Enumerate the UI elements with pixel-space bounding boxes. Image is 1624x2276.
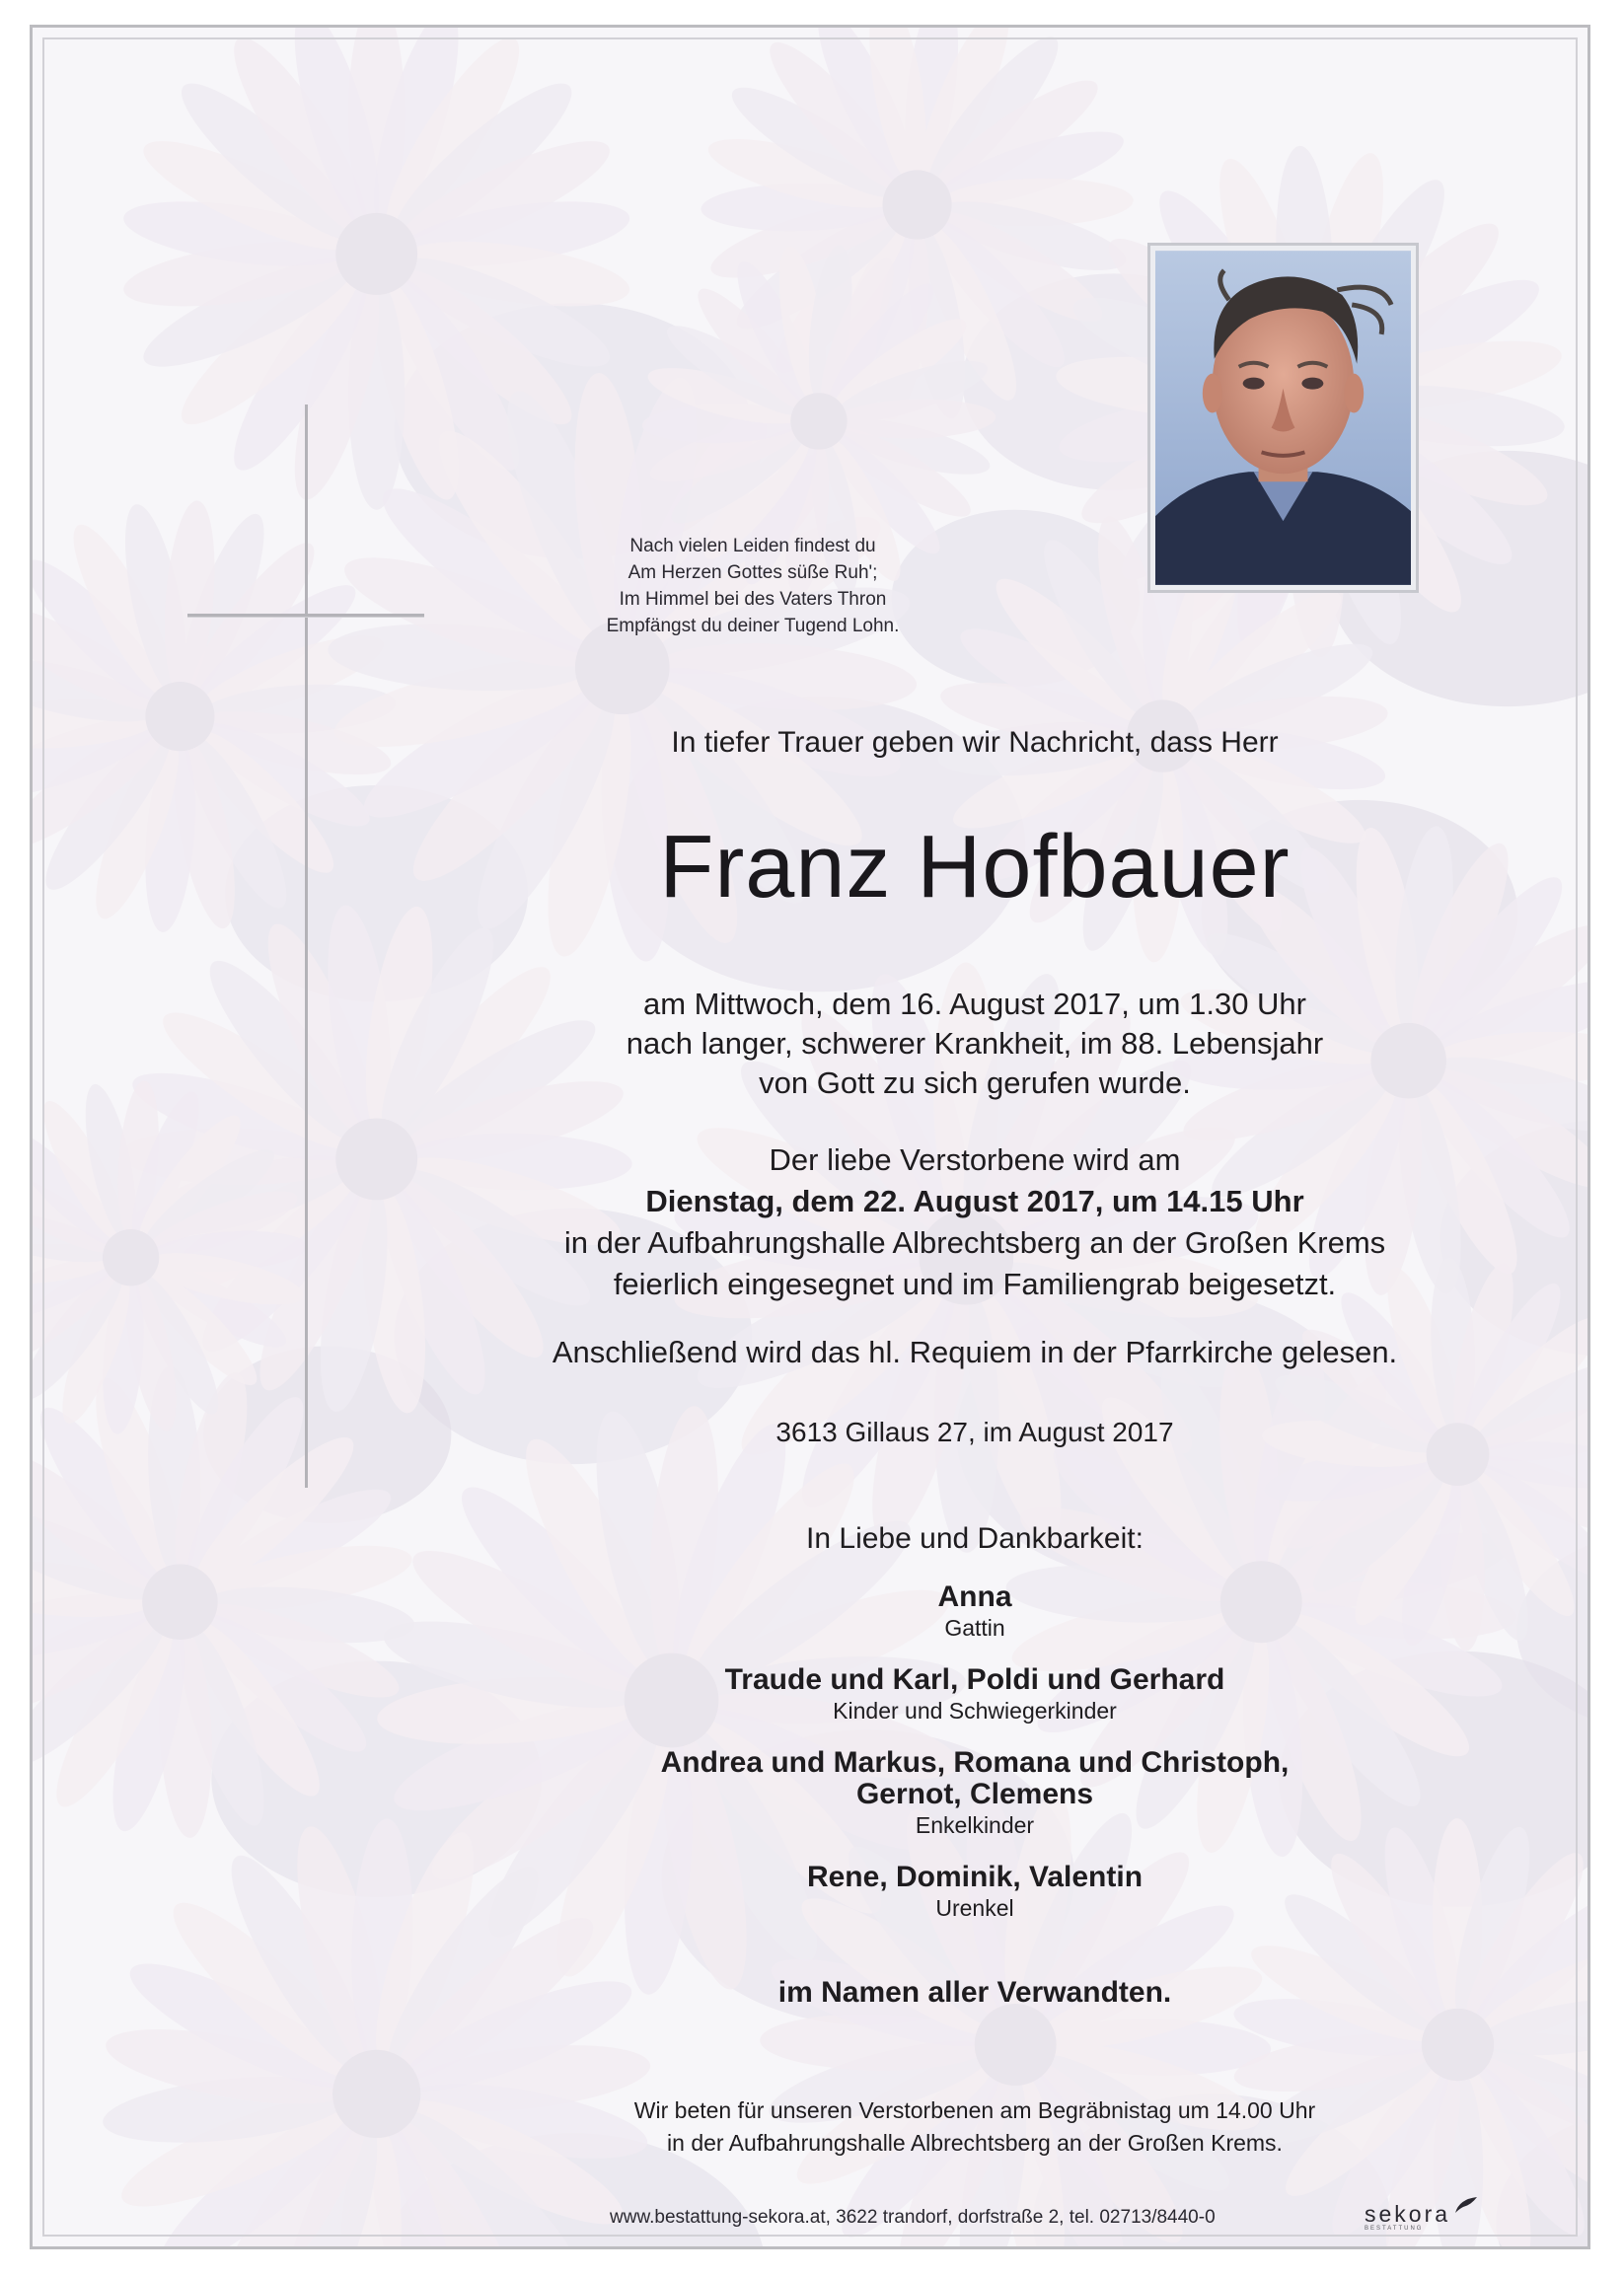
- mourner-relation: Kinder und Schwiegerkinder: [833, 1698, 1117, 1724]
- death-notice: [447, 985, 1503, 1103]
- mourner-names: Gernot, Clemens: [855, 1778, 1094, 1810]
- mourner-names: Traude und Karl, Poldi und Gerhard: [724, 1663, 1225, 1696]
- mourner-names: Andrea und Markus, Romana und Christoph,: [660, 1746, 1290, 1779]
- funeral-notice: [447, 1139, 1503, 1305]
- intro-text: In tiefer Trauer geben wir Nachricht, dass Herr: [671, 726, 1279, 759]
- portrait-icon: [1155, 251, 1411, 585]
- poem-line: Nach vielen Leiden findest du: [629, 536, 876, 556]
- mourner-names: Anna: [937, 1580, 1012, 1613]
- cross-vertical-bar: [305, 404, 308, 1488]
- funeral-line: Der liebe Verstorbene wird am: [769, 1142, 1181, 1177]
- sekora-logo: [1365, 2201, 1450, 2232]
- cross-horizontal-bar: [187, 614, 424, 617]
- mourner-names: Rene, Dominik, Valentin: [806, 1861, 1144, 1893]
- logo-text: sekora: [1365, 2201, 1451, 2227]
- mourner-group: [447, 1581, 1503, 1643]
- mourners-list: [447, 1581, 1503, 1945]
- death-line: nach langer, schwerer Krankheit, im 88. Lebensjahr: [626, 1026, 1324, 1061]
- mourner-relation: Enkelkinder: [915, 1812, 1035, 1838]
- poem-line: Im Himmel bei des Vaters Thron: [619, 589, 887, 610]
- mourner-group: [447, 1747, 1503, 1840]
- deceased-name: Franz Hofbauer: [659, 818, 1291, 917]
- leaf-icon: [1453, 2195, 1479, 2215]
- portrait-photo: [1147, 243, 1419, 593]
- mourner-relation: Urenkel: [935, 1895, 1014, 1921]
- death-line: von Gott zu sich gerufen wurde.: [759, 1065, 1191, 1100]
- mourners-heading: In Liebe und Dankbarkeit:: [806, 1522, 1144, 1555]
- funeral-line: in der Aufbahrungshalle Albrechtsberg an der Großen Krems: [563, 1225, 1386, 1260]
- poem-line: Am Herzen Gottes süße Ruh';: [627, 562, 878, 583]
- poem-line: Empfängst du deiner Tugend Lohn.: [606, 616, 900, 636]
- place-date: 3613 Gillaus 27, im August 2017: [775, 1417, 1174, 1447]
- poem: [565, 533, 940, 639]
- mourner-relation: Gattin: [944, 1615, 1005, 1641]
- prayer-line: in der Aufbahrungshalle Albrechtsberg an der Großen Krems.: [667, 2130, 1283, 2156]
- mourner-group: [447, 1862, 1503, 1923]
- prayer-note: [447, 2094, 1503, 2160]
- mourner-group: [447, 1664, 1503, 1725]
- requiem-text: Anschließend wird das hl. Requiem in der Pfarrkirche gelesen.: [552, 1335, 1398, 1369]
- funeral-line: feierlich eingesegnet und im Familiengrab beigesetzt.: [613, 1267, 1337, 1301]
- logo-subtext: BESTATTUNG: [1365, 2226, 1424, 2232]
- prayer-line: Wir beten für unseren Verstorbenen am Begräbnistag um 14.00 Uhr: [633, 2097, 1316, 2123]
- obituary-frame: [30, 25, 1590, 2249]
- funeral-date: Dienstag, dem 22. August 2017, um 14.15 Uhr: [645, 1184, 1304, 1218]
- death-line: am Mittwoch, dem 16. August 2017, um 1.30 Uhr: [642, 987, 1306, 1021]
- closing-line: im Namen aller Verwandten.: [777, 1976, 1172, 2009]
- footer-address: www.bestattung-sekora.at, 3622 trandorf, dorfstraße 2, tel. 02713/8440-0: [610, 2207, 1216, 2228]
